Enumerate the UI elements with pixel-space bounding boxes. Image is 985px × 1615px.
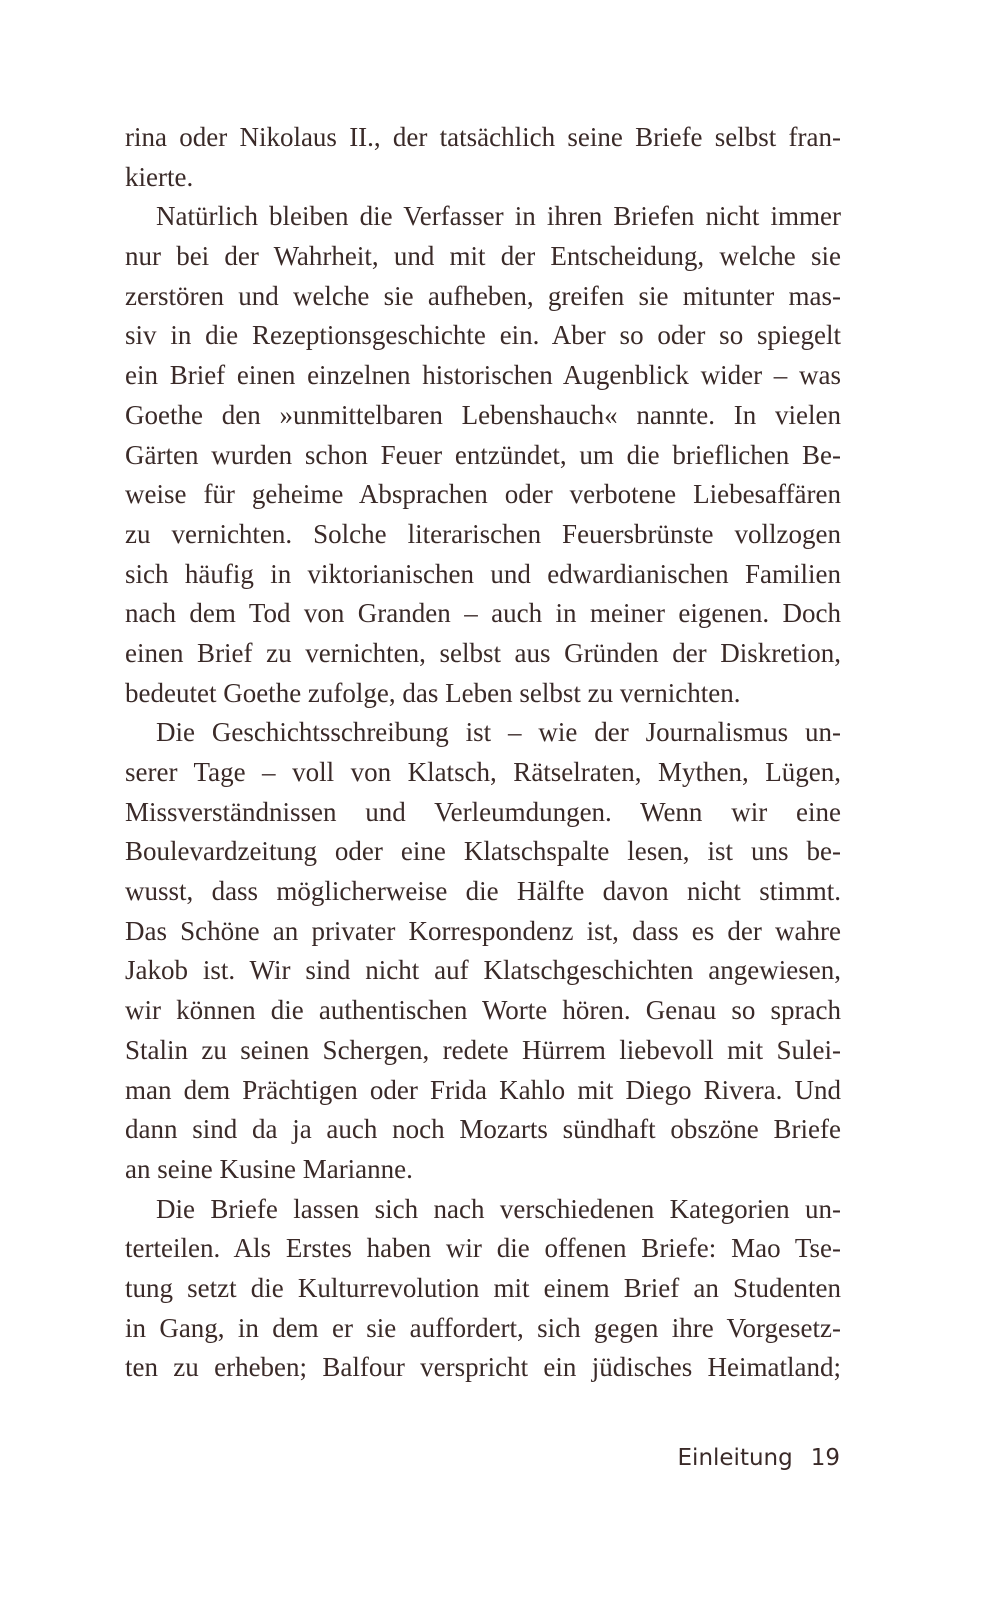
text-line: Boulevardzeitung oder eine Klatschspalte lesen, ist uns be- [125, 836, 841, 867]
text-line: sich häufig in viktorianischen und edwardianischen Familien [125, 558, 841, 589]
text-line: bedeutet Goethe zufolge, das Leben selbst zu vernichten. [125, 677, 741, 708]
text-line: nach dem Tod von Granden – auch in meiner eigenen. Doch [125, 598, 841, 629]
text-line: siv in die Rezeptionsgeschichte ein. Aber so oder so spiegelt [125, 320, 841, 351]
text-line: nur bei der Wahrheit, und mit der Entscheidung, welche sie [125, 241, 841, 272]
body-text [125, 118, 841, 1388]
text-line: wusst, dass möglicherweise die Hälfte davon nicht stimmt. [125, 876, 841, 907]
text-line: Die Briefe lassen sich nach verschiedenen Kategorien un- [156, 1193, 841, 1224]
text-line: Goethe den »unmittelbaren Lebenshauch« nannte. In vielen [125, 399, 841, 430]
text-line: Gärten wurden schon Feuer entzündet, um die brieflichen Be- [125, 439, 841, 470]
text-line: Jakob ist. Wir sind nicht auf Klatschgeschichten angewiesen, [125, 955, 841, 986]
text-line: Die Geschichtsschreibung ist – wie der Journalismus un- [156, 717, 841, 748]
text-line: wir können die authentischen Worte hören. Genau so sprach [125, 995, 841, 1026]
text-line: terteilen. Als Erstes haben wir die offenen Briefe: Mao Tse- [125, 1233, 841, 1264]
text-line: rina oder Nikolaus II., der tatsächlich seine Briefe selbst fran- [125, 122, 841, 152]
text-line: tung setzt die Kulturrevolution mit einem Brief an Studenten [125, 1272, 841, 1303]
page-footer [678, 1445, 840, 1471]
text-line: dann sind da ja auch noch Mozarts sündhaft obszöne Briefe [125, 1114, 841, 1145]
running-footer-chapter: Einleitung [677, 1445, 793, 1471]
text-line: zu vernichten. Solche literarischen Feuersbrünste vollzogen [125, 518, 841, 549]
text-line: an seine Kusine Marianne. [125, 1153, 413, 1184]
text-line: einen Brief zu vernichten, selbst aus Gründen der Diskretion, [125, 637, 841, 668]
text-line: Missverständnissen und Verleumdungen. Wenn wir eine [125, 796, 841, 827]
text-line: weise für geheime Absprachen oder verbotene Liebesaffären [125, 479, 841, 510]
text-line: Das Schöne an privater Korrespondenz ist, dass es der wahre [125, 915, 841, 946]
text-line: serer Tage – voll von Klatsch, Rätselraten, Mythen, Lügen, [125, 757, 841, 787]
text-line: ein Brief einen einzelnen historischen Augenblick wider – was [125, 360, 841, 391]
text-line: ten zu erheben; Balfour verspricht ein jüdisches Heimatland; [125, 1352, 841, 1383]
text-line: zerstören und welche sie aufheben, greifen sie mitunter mas- [125, 280, 841, 311]
page-number: 19 [810, 1445, 840, 1471]
text-line: Natürlich bleiben die Verfasser in ihren Briefen nicht immer [156, 201, 841, 232]
text-line: Stalin zu seinen Schergen, redete Hürrem liebevoll mit Sulei- [125, 1034, 841, 1065]
text-line: in Gang, in dem er sie auffordert, sich gegen ihre Vorgesetz- [125, 1312, 841, 1343]
text-line: man dem Prächtigen oder Frida Kahlo mit Diego Rivera. Und [125, 1074, 841, 1105]
text-line: kierte. [125, 161, 194, 192]
